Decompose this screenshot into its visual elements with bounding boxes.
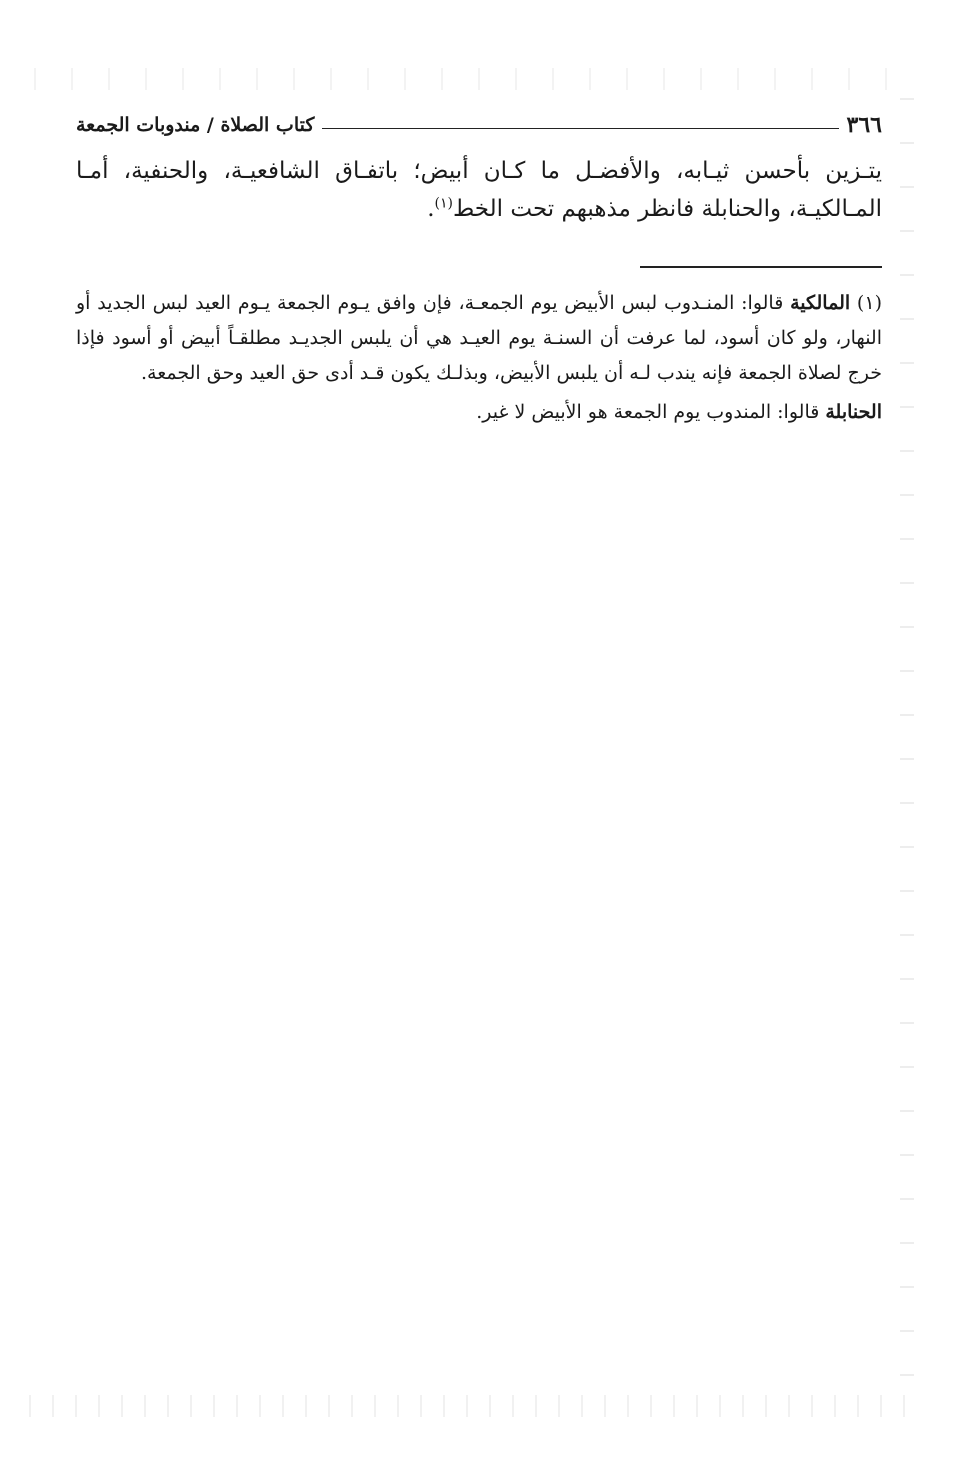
footnote-2	[76, 395, 882, 430]
footnote-1-number: (١)	[856, 292, 882, 314]
main-paragraph-end: .	[427, 196, 435, 222]
footnote-1	[76, 286, 882, 391]
running-title: كتاب الصلاة / مندوبات الجمعة	[76, 114, 315, 136]
footnote-1-text: قالوا: المنـدوب لبس الأبيض يوم الجمعـة، فإن وافق يـوم الجمعة يـوم العيد لبس الجديد أو النهار، ولو كان أسود، لما عرفت أن السنـة يوم العيـد هي أن يلبس الجديـد مطلقـاً أبيض أو أسود فإذا خرج لصلاة الجمعة فإنه يندب لـه أن يلبس الأبيض، وبذلـك يكون قـد أدى حق العيد وحق الجمعة.	[76, 292, 882, 384]
page-number: ٣٦٦	[846, 112, 882, 138]
footnote-1-label: المالكية	[790, 292, 851, 314]
footnotes	[76, 286, 882, 430]
header-rule	[322, 128, 838, 129]
page-header	[76, 108, 882, 142]
scan-noise-bottom	[20, 1395, 920, 1417]
main-paragraph-text: يتـزين بأحسن ثيـابه، والأفضـل ما كـان أبيض؛ باتفـاق الشافعيـة، والحنفية، أمـا المـالكيـة، والحنابلة فانظر مذهبهم تحت الخط	[76, 158, 882, 222]
main-paragraph	[76, 152, 882, 228]
footnote-2-label: الحنابلة	[825, 401, 882, 423]
footnote-2-text: قالوا: المندوب يوم الجمعة هو الأبيض لا غير.	[476, 401, 820, 423]
footnote-reference: (١)	[434, 195, 453, 212]
footnote-separator	[640, 266, 882, 268]
scan-noise-top	[20, 68, 920, 90]
main-text	[76, 152, 882, 228]
scan-noise-right	[900, 80, 914, 1410]
